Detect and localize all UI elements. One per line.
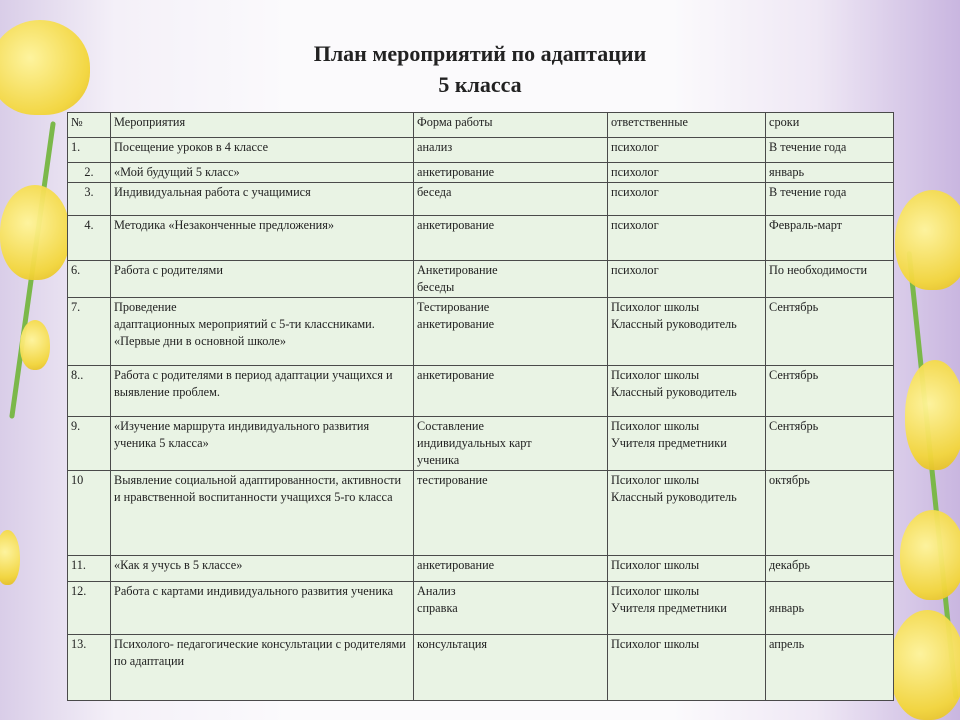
- header-term: сроки: [766, 113, 894, 138]
- term-cell: Февраль-март: [766, 216, 894, 261]
- title-line-1: План мероприятий по адаптации: [313, 41, 647, 66]
- event-cell: Посещение уроков в 4 классе: [111, 138, 414, 163]
- event-cell: Методика «Незаконченные предложения»: [111, 216, 414, 261]
- form-cell: анкетирование: [414, 163, 608, 183]
- table-row: [68, 635, 894, 701]
- table-row: [68, 163, 894, 183]
- event-cell: Работа с картами индивидуального развития ученика: [111, 582, 414, 635]
- term-cell: январь: [766, 582, 894, 635]
- responsible-cell: Психолог школы Учителя предметники: [608, 417, 766, 471]
- term-cell: Сентябрь: [766, 366, 894, 417]
- event-cell: Работа с родителями: [111, 261, 414, 298]
- event-cell: Работа с родителями в период адаптации учащихся и выявление проблем.: [111, 366, 414, 417]
- term-cell: В течение года: [766, 183, 894, 216]
- event-cell: Индивидуальная работа с учащимися: [111, 183, 414, 216]
- form-cell: консультация: [414, 635, 608, 701]
- table-header-row: [68, 113, 894, 138]
- form-cell: Анализ справка: [414, 582, 608, 635]
- header-event: Мероприятия: [111, 113, 414, 138]
- event-cell: «Как я учусь в 5 классе»: [111, 556, 414, 582]
- header-number: №: [68, 113, 111, 138]
- table-row: [68, 216, 894, 261]
- flower-decoration: [890, 610, 960, 720]
- plan-table: [67, 112, 894, 701]
- row-number: 10: [68, 471, 111, 556]
- responsible-cell: психолог: [608, 163, 766, 183]
- form-cell: анализ: [414, 138, 608, 163]
- table-row: [68, 417, 894, 471]
- table-row: [68, 471, 894, 556]
- event-cell: «Изучение маршрута индивидуального развития ученика 5 класса»: [111, 417, 414, 471]
- term-cell: По необходимости: [766, 261, 894, 298]
- row-number: 11.: [68, 556, 111, 582]
- responsible-cell: психолог: [608, 261, 766, 298]
- form-cell: Тестирование анкетирование: [414, 298, 608, 366]
- row-number: 4.: [68, 216, 111, 261]
- row-number: 2.: [68, 163, 111, 183]
- form-cell: тестирование: [414, 471, 608, 556]
- flower-decoration: [0, 530, 20, 585]
- table-row: [68, 556, 894, 582]
- form-cell: анкетирование: [414, 556, 608, 582]
- flower-decoration: [20, 320, 50, 370]
- row-number: 13.: [68, 635, 111, 701]
- form-cell: Анкетирование беседы: [414, 261, 608, 298]
- row-number: 7.: [68, 298, 111, 366]
- responsible-cell: Психолог школы Классный руководитель: [608, 298, 766, 366]
- event-cell: Психолого- педагогические консультации с родителями по адаптации: [111, 635, 414, 701]
- event-cell: «Мой будущий 5 класс»: [111, 163, 414, 183]
- responsible-cell: Психолог школы: [608, 635, 766, 701]
- header-form: Форма работы: [414, 113, 608, 138]
- term-cell: январь: [766, 163, 894, 183]
- responsible-cell: Психолог школы Классный руководитель: [608, 366, 766, 417]
- form-cell: анкетирование: [414, 366, 608, 417]
- term-cell: Сентябрь: [766, 298, 894, 366]
- form-cell: Составление индивидуальных карт ученика: [414, 417, 608, 471]
- event-cell: Проведение адаптационных мероприятий с 5-ти классниками. «Первые дни в основной школе»: [111, 298, 414, 366]
- responsible-cell: Психолог школы Классный руководитель: [608, 471, 766, 556]
- flower-decoration: [0, 185, 70, 280]
- row-number: 3.: [68, 183, 111, 216]
- row-number: 1.: [68, 138, 111, 163]
- form-cell: анкетирование: [414, 216, 608, 261]
- form-cell: беседа: [414, 183, 608, 216]
- header-responsible: ответственные: [608, 113, 766, 138]
- responsible-cell: психолог: [608, 138, 766, 163]
- responsible-cell: психолог: [608, 216, 766, 261]
- flower-decoration: [895, 190, 960, 290]
- table-row: [68, 582, 894, 635]
- term-cell: декабрь: [766, 556, 894, 582]
- responsible-cell: Психолог школы: [608, 556, 766, 582]
- term-cell: Сентябрь: [766, 417, 894, 471]
- row-number: 12.: [68, 582, 111, 635]
- flower-decoration: [900, 510, 960, 600]
- term-cell: октябрь: [766, 471, 894, 556]
- responsible-cell: психолог: [608, 183, 766, 216]
- title-line-2: 5 класса: [438, 72, 522, 97]
- event-cell: Выявление социальной адаптированности, активности и нравственной воспитанности учащихся 5-го класса: [111, 471, 414, 556]
- row-number: 8..: [68, 366, 111, 417]
- table-row: [68, 183, 894, 216]
- row-number: 9.: [68, 417, 111, 471]
- table-row: [68, 366, 894, 417]
- row-number: 6.: [68, 261, 111, 298]
- term-cell: апрель: [766, 635, 894, 701]
- table-row: [68, 298, 894, 366]
- page-title: [0, 38, 960, 100]
- flower-decoration: [905, 360, 960, 470]
- table-row: [68, 138, 894, 163]
- table-row: [68, 261, 894, 298]
- responsible-cell: Психолог школы Учителя предметники: [608, 582, 766, 635]
- term-cell: В течение года: [766, 138, 894, 163]
